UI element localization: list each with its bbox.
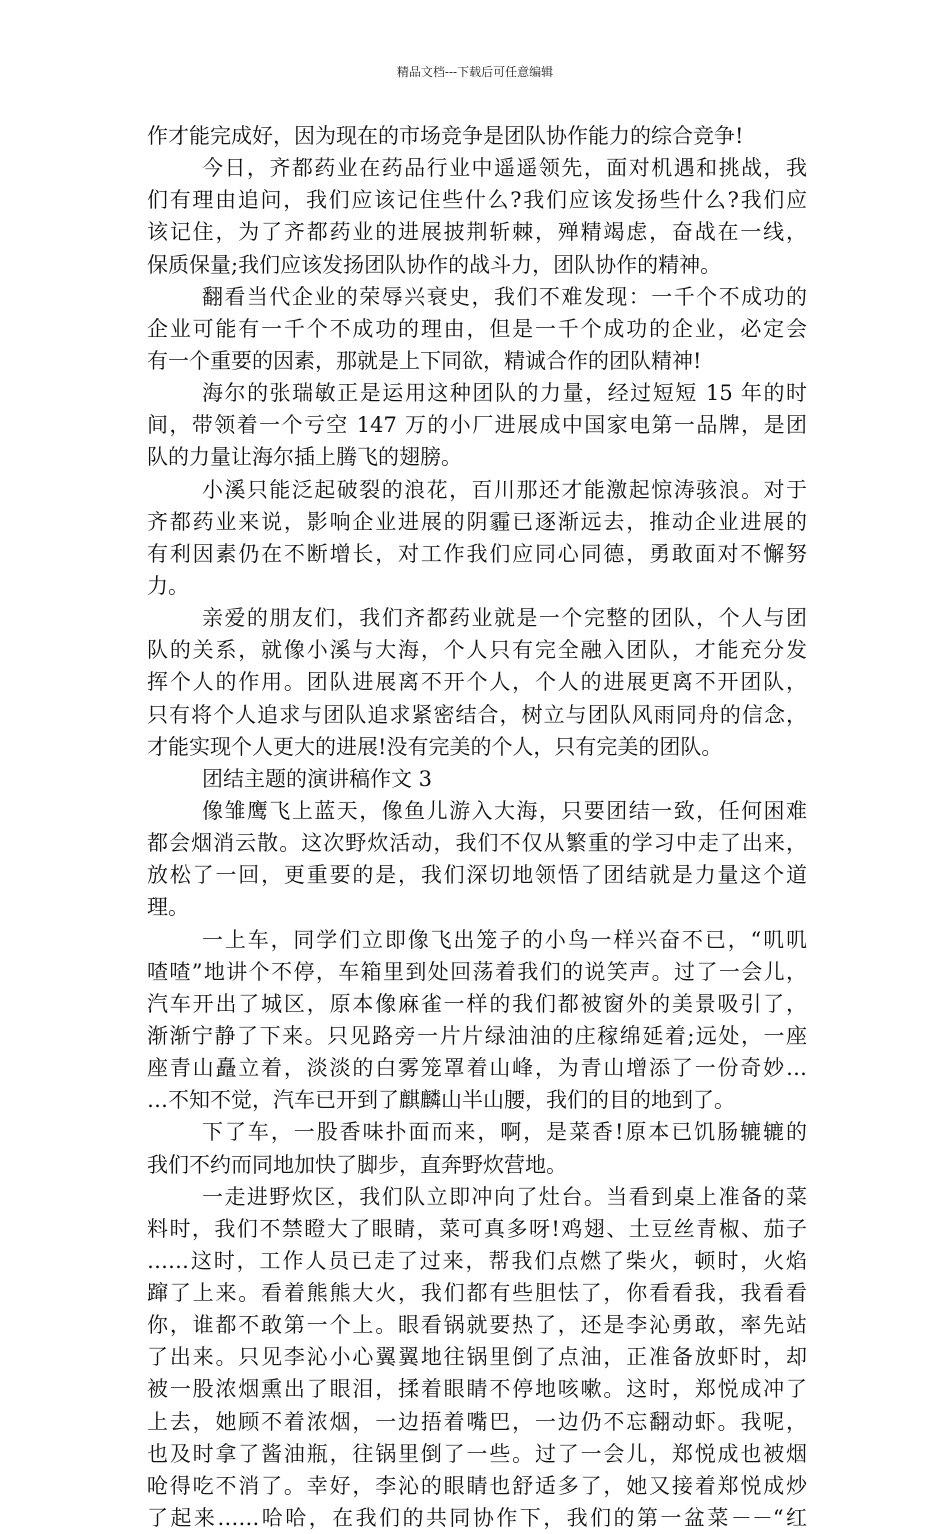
text-line: 海尔的张瑞敏正是运用这种团队的力量，经过短短 15 年的时: [202, 381, 807, 406]
text-line: 下了车，一股香味扑面而来，啊，是菜香!原本已饥肠辘辘的: [202, 1120, 807, 1145]
text-line: 企业可能有一千个不成功的理由，但是一千个成功的企业，必定会: [147, 316, 807, 341]
text-line: 才能实现个人更大的进展!没有完美的个人，只有完美的团队。: [147, 734, 723, 759]
text-line: 蹿了上来。看着熊熊大火，我们都有些胆怯了，你看看我，我看看: [147, 1281, 807, 1306]
text-line: 有一个重要的因素，那就是上下同欲，精诚合作的团队精神!: [147, 348, 702, 373]
document-body: [147, 120, 807, 1534]
text-line: 保质保量;我们应该发扬团队协作的战斗力，团队协作的精神。: [147, 252, 722, 277]
text-line: 团结主题的演讲稿作文 3: [202, 766, 433, 791]
text-line: 座青山矗立着，淡淡的白雾笼罩着山峰，为青山增添了一份奇妙…: [147, 1056, 807, 1081]
text-line: 队的力量让海尔插上腾飞的翅膀。: [147, 445, 462, 470]
text-line: 放松了一回，更重要的是，我们深切地领悟了团结就是力量这个道: [147, 863, 807, 888]
text-line: 队的关系，就像小溪与大海，个人只有完全融入团队，才能充分发: [147, 638, 807, 663]
text-line: 料时，我们不禁瞪大了眼睛，菜可真多呀!鸡翅、土豆丝青椒、茄子: [147, 1216, 807, 1241]
text-line: 该记住，为了齐都药业的进展披荆斩棘，殚精竭虑，奋战在一线，: [147, 220, 807, 245]
text-line: 渐渐宁静了下来。只见路旁一片片绿油油的庄稼绵延着;远处，一座: [147, 1023, 807, 1048]
page-header: 精品文档---下载后可任意编辑: [396, 65, 554, 79]
text-line: ……这时，工作人员已走了过来，帮我们点燃了柴火，顿时，火焰: [147, 1248, 807, 1273]
text-line: 我们不约而同地加快了脚步，直奔野炊营地。: [147, 1152, 567, 1177]
text-line: 了起来……哈哈，在我们的共同协作下，我们的第一盆菜－－“红: [147, 1506, 807, 1531]
text-line: 喳喳”地讲个不停，车箱里到处回荡着我们的说笑声。过了一会儿，: [147, 959, 807, 984]
text-line: 有利因素仍在不断增长，对工作我们应同心同德，勇敢面对不懈努: [147, 541, 807, 566]
text-line: 像雏鹰飞上蓝天，像鱼儿游入大海，只要团结一致，任何困难: [202, 798, 807, 823]
text-line: 你，谁都不敢第一个上。眼看锅就要热了，还是李沁勇敢，率先站: [147, 1313, 807, 1338]
text-line: 亲爱的朋友们，我们齐都药业就是一个完整的团队，个人与团: [202, 606, 807, 631]
text-line: …不知不觉，汽车已开到了麒麟山半山腰，我们的目的地到了。: [147, 1088, 735, 1113]
text-line: 上去，她顾不着浓烟，一边捂着嘴巴，一边仍不忘翻动虾。我呢，: [147, 1409, 807, 1434]
text-line: 被一股浓烟熏出了眼泪，揉着眼睛不停地咳嗽。这时，郑悦成冲了: [147, 1377, 807, 1402]
text-line: 理。: [147, 895, 189, 920]
text-line: 小溪只能泛起破裂的浪花，百川那还才能激起惊涛骇浪。对于: [202, 477, 807, 502]
text-line: 翻看当代企业的荣辱兴衰史，我们不难发现：一千个不成功的: [202, 284, 807, 309]
text-line: 间，带领着一个亏空 147 万的小厂进展成中国家电第一品牌，是团: [147, 413, 807, 438]
text-line: 挥个人的作用。团队进展离不开个人，个人的进展更离不开团队，: [147, 670, 807, 695]
text-line: 们有理由追问，我们应该记住些什么?我们应该发扬些什么?我们应: [147, 188, 807, 213]
text-line: 都会烟消云散。这次野炊活动，我们不仅从繁重的学习中走了出来，: [147, 831, 807, 856]
text-line: 一走进野炊区，我们队立即冲向了灶台。当看到桌上准备的菜: [202, 1184, 807, 1209]
text-line: 只有将个人追求与团队追求紧密结合，树立与团队风雨同舟的信念，: [147, 702, 807, 727]
text-line: 齐都药业来说，影响企业进展的阴霾已逐渐远去，推动企业进展的: [147, 509, 807, 534]
text-line: 也及时拿了酱油瓶，往锅里倒了一些。过了一会儿，郑悦成也被烟: [147, 1441, 807, 1466]
text-line: 作才能完成好，因为现在的市场竞争是团队协作能力的综合竞争!: [147, 124, 744, 148]
text-line: 力。: [147, 573, 189, 598]
text-line: 了出来。只见李沁小心翼翼地往锅里倒了点油，正准备放虾时，却: [147, 1345, 807, 1370]
text-line: 今日，齐都药业在药品行业中遥遥领先，面对机遇和挑战，我: [202, 156, 807, 181]
text-line: 一上车，同学们立即像飞出笼子的小鸟一样兴奋不已，“叽叽: [202, 927, 807, 952]
text-line: 呛得吃不消了。幸好，李沁的眼睛也舒适多了，她又接着郑悦成炒: [147, 1473, 807, 1498]
text-line: 汽车开出了城区，原本像麻雀一样的我们都被窗外的美景吸引了，: [147, 991, 807, 1016]
